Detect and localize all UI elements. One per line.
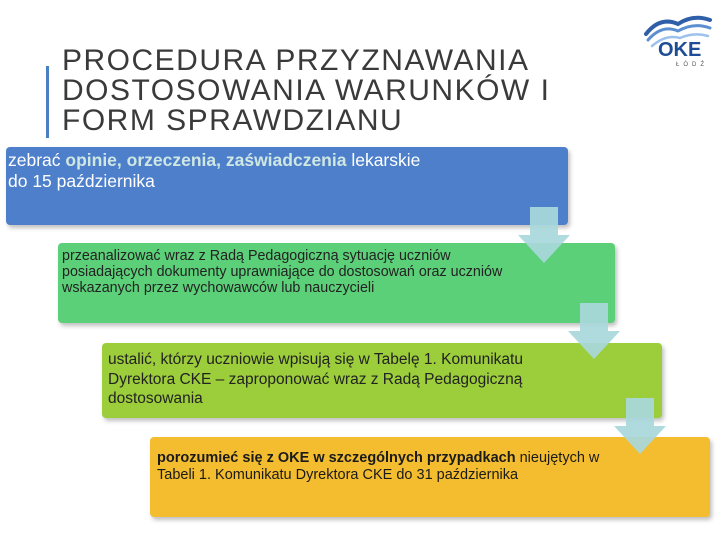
step-1-highlight: opinie, orzeczenia, zaświadczenia <box>65 150 347 170</box>
step-4-text <box>157 450 637 484</box>
oke-logo-icon <box>638 6 718 68</box>
title-line-1: PROCEDURA PRZYZNAWANIA <box>62 46 530 77</box>
step-1-text <box>8 150 428 192</box>
step-2-text: przeanalizować wraz z Radą Pedagogiczną sytuację uczniów posiadających dokumenty uprawniające do dostosowań oraz uczniów wskazanych przez wychowawców lub nauczycieli <box>62 248 503 296</box>
down-arrow-icon <box>612 398 668 456</box>
step-4-suffix: nieujętych w Tabeli 1. Komunikatu Dyrektora CKE do 31 października <box>157 450 600 483</box>
down-arrow-icon <box>566 303 622 361</box>
step-3-text: ustalić, którzy uczniowie wpisują się w Tabelę 1. Komunikatu Dyrektora CKE – zaproponować wraz z Radą Pedagogiczną dostosowania <box>108 351 523 407</box>
title-line-2: DOSTOSOWANIA WARUNKÓW I <box>62 74 551 107</box>
page-title <box>62 46 662 138</box>
title-accent-bar <box>46 66 49 138</box>
step-4-highlight: porozumieć się z OKE w szczególnych przypadkach <box>157 450 516 466</box>
logo-subtitle: ŁÓDŹ <box>676 62 709 68</box>
step-1-prefix: zebrać <box>8 150 66 170</box>
down-arrow-icon <box>516 207 572 265</box>
logo-text: OKE <box>658 39 702 61</box>
title-line-3: FORM SPRAWDZIANU <box>62 104 404 137</box>
step-1-suffix: lekarskie do 15 października <box>8 150 421 191</box>
